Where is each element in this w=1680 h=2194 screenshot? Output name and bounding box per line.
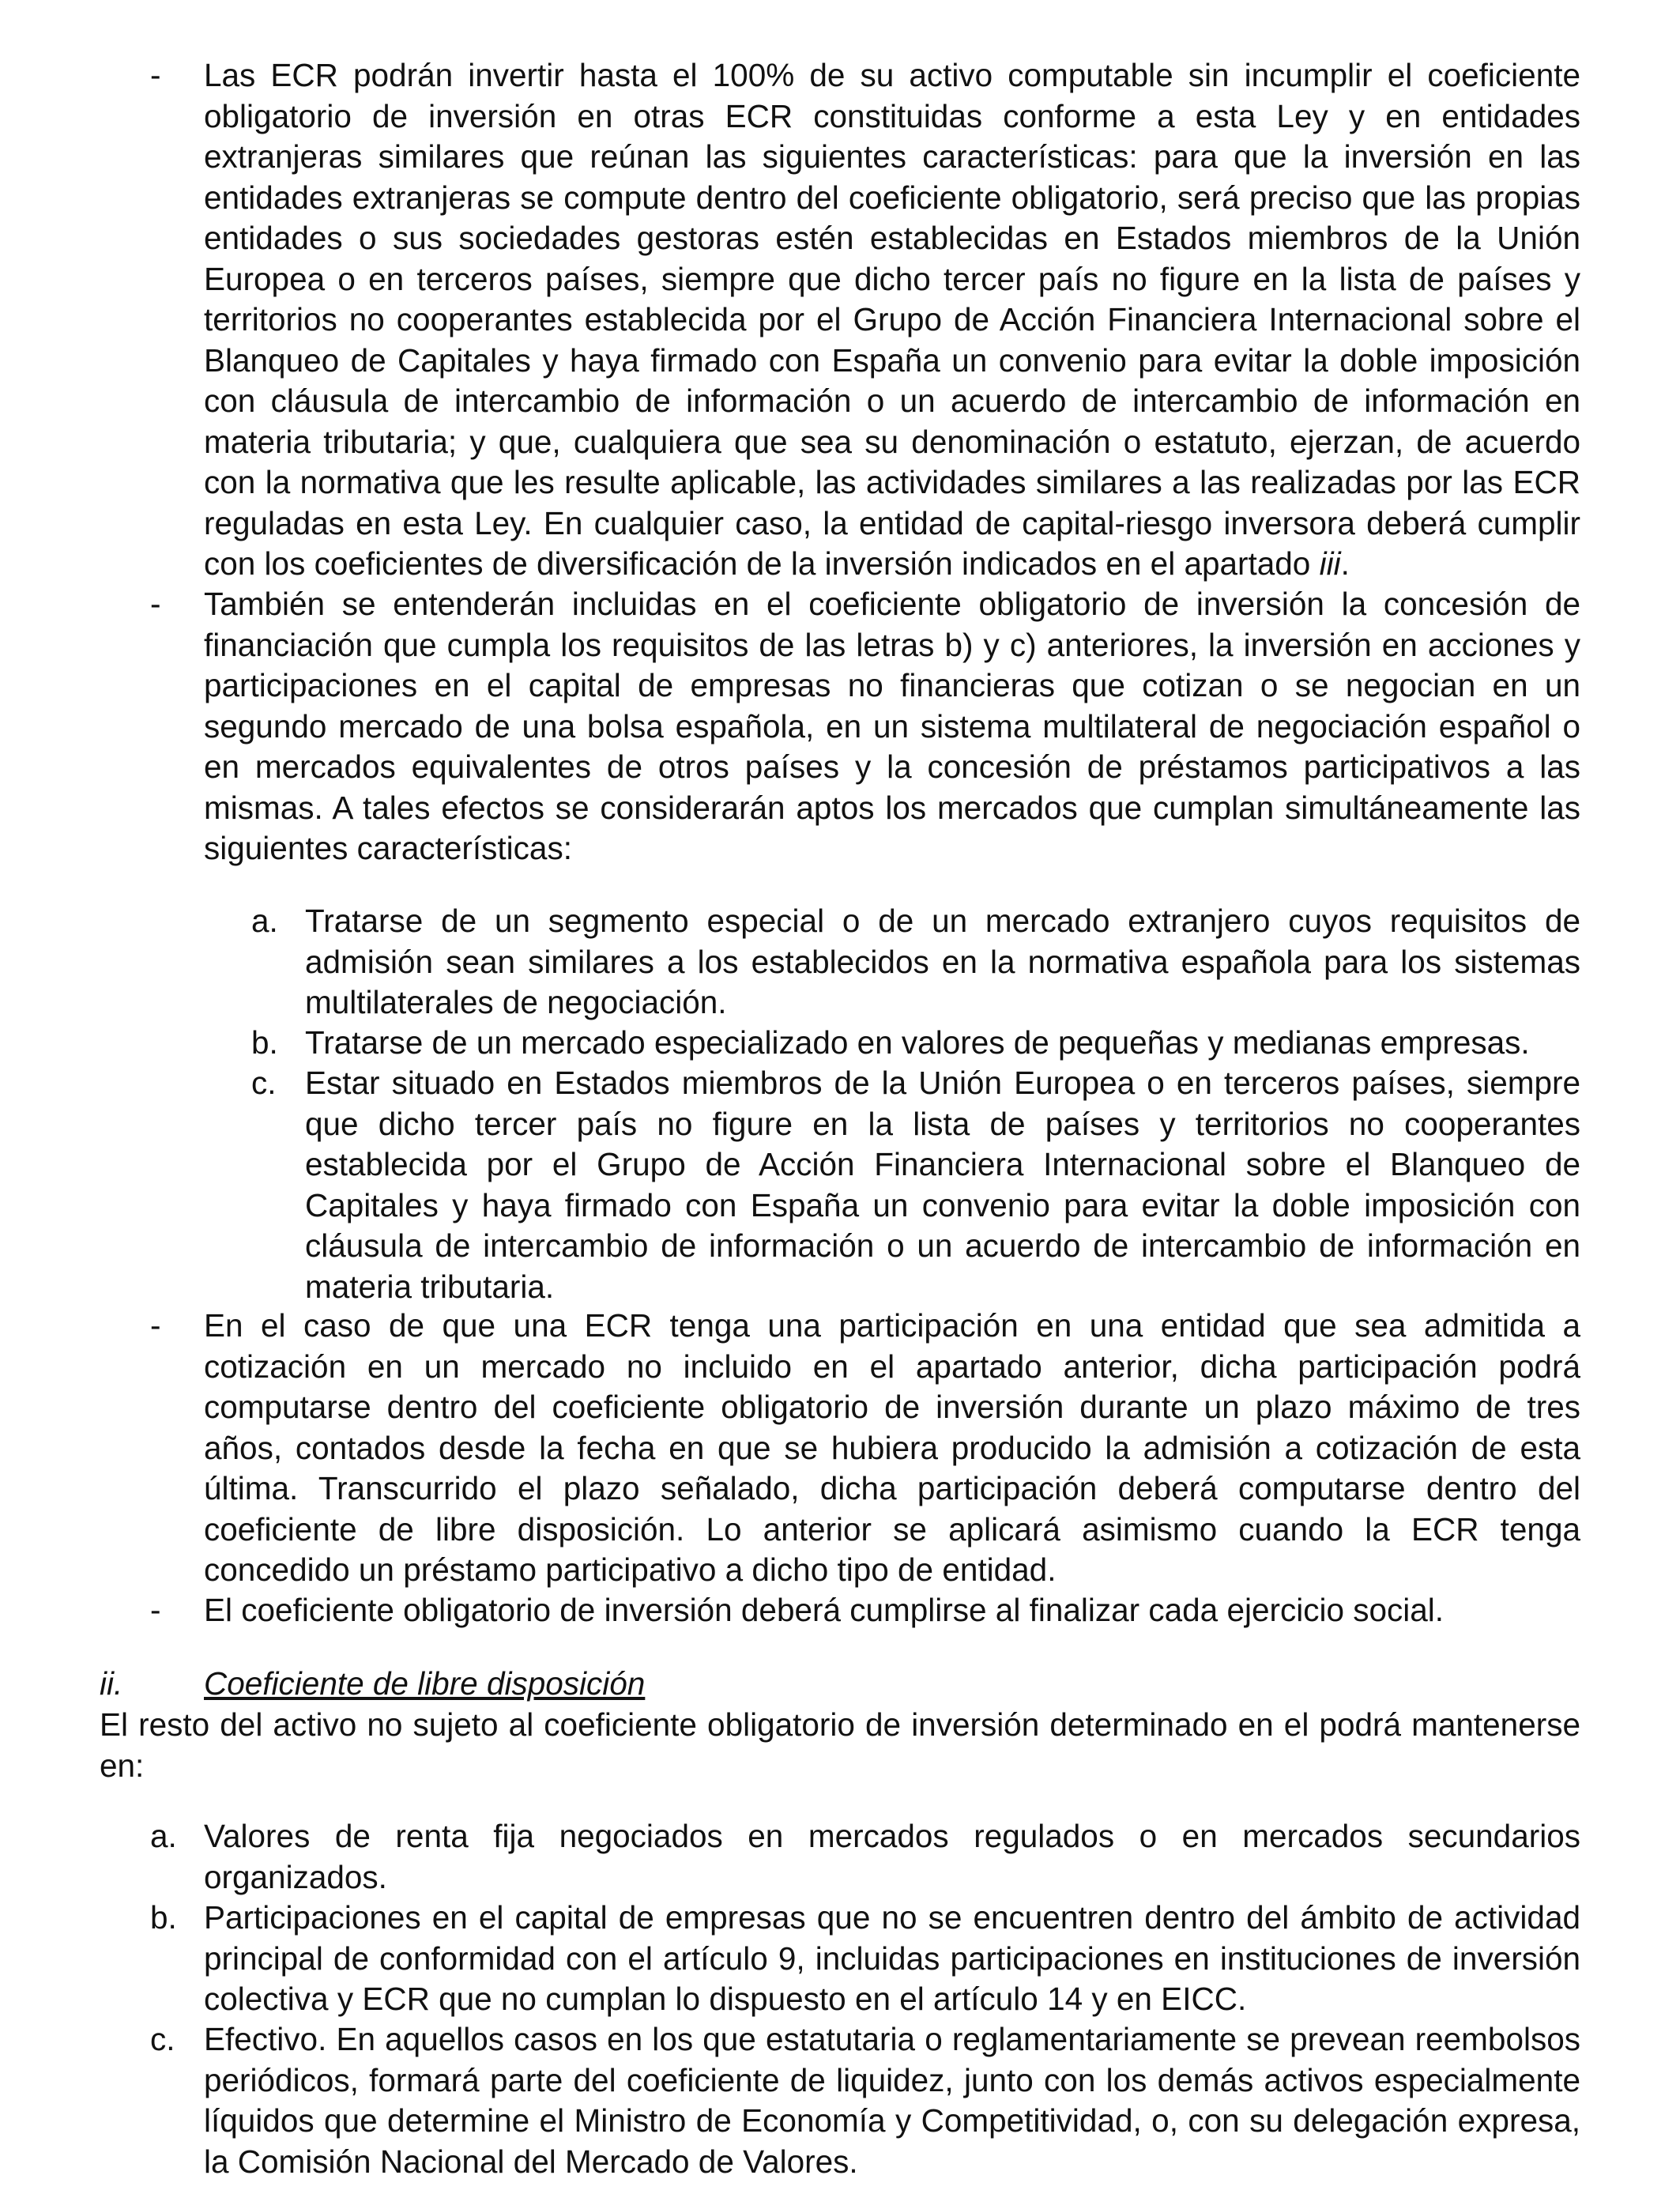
list-marker: b. — [251, 1024, 278, 1061]
list-item-text: Participaciones en el capital de empresas que no se encuentren dentro del ámbito de actividad principal de conformidad con el artículo 9, incluidas participaciones en instituciones de inversión colectiva y ECR que no cumplan lo dispuesto en el artículo 14 y en EICC. — [204, 1899, 1580, 2017]
list-marker: c. — [150, 2021, 175, 2057]
section-number: ii. — [100, 1665, 123, 1702]
list-marker: a. — [150, 1818, 177, 1854]
reference-italic: iii — [1319, 545, 1341, 582]
list-item-text: Las ECR podrán invertir hasta el 100% de su activo computable sin incumplir el coeficiente obligatorio de inversión en otras ECR constituidas conforme a esta Ley y en entidades extranjeras similares que reúnan las siguientes características: para que la inversión en las entidades extranjeras se compute dentro del coeficiente obligatorio, será preciso que las propias entidades o sus sociedades gestoras estén establecidas en Estados miembros de la Unión Europea o en terceros países, siempre que dicho tercer país no figure en la lista de países y territorios no cooperantes establecida por el Grupo de Acción Financiera Internacional sobre el Blanqueo de Capitales y haya firmado con España un convenio para evitar la doble imposición con cláusula de intercambio de información o un acuerdo de intercambio de información en materia tributaria; y que, cualquiera que sea su denominación o estatuto, ejerzan, de acuerdo con la normativa que les resulte aplicable, las actividades similares a las realizadas por las ECR reguladas en esta Ley. En cualquier caso, la entidad de capital-riesgo inversora deberá cumplir con los coeficientes de diversificación de la inversión indicados en el apartado iii. — [204, 57, 1580, 582]
section-title: Coeficiente de libre disposición — [204, 1665, 646, 1702]
list-marker: - — [150, 1592, 161, 1628]
list-item-text: El coeficiente obligatorio de inversión deberá cumplirse al finalizar cada ejercicio social. — [204, 1592, 1445, 1628]
list-item-text: Tratarse de un mercado especializado en valores de pequeñas y medianas empresas. — [305, 1024, 1530, 1061]
section-intro-paragraph: El resto del activo no sujeto al coeficiente obligatorio de inversión determinado en el podrá mantenerse en: — [100, 1706, 1580, 1784]
list-marker: b. — [150, 1899, 177, 1936]
list-marker: - — [150, 586, 161, 622]
list-item-text: Efectivo. En aquellos casos en los que estatutaria o reglamentariamente se prevean reembolsos periódicos, formará parte del coeficiente de liquidez, junto con los demás activos especialmente líquidos que determine el Ministro de Economía y Competitividad, o, con su delegación expresa, la Comisión Nacional del Mercado de Valores. — [204, 2021, 1580, 2180]
list-item-text: También se entenderán incluidas en el coeficiente obligatorio de inversión la concesión de financiación que cumpla los requisitos de las letras b) y c) anteriores, la inversión en acciones y participaciones en el capital de empresas no financieras que cotizan o se negocian en un segundo mercado de una bolsa española, en un sistema multilateral de negociación español o en mercados equivalentes de otros países y la concesión de préstamos participativos a las mismas. A tales efectos se considerarán aptos los mercados que cumplan simultáneamente las siguientes características: — [204, 586, 1580, 866]
list-marker: a. — [251, 903, 278, 939]
list-item-text: Tratarse de un segmento especial o de un mercado extranjero cuyos requisitos de admisión sean similares a los establecidos en la normativa española para los sistemas multilaterales de negociación. — [305, 903, 1580, 1020]
list-marker: - — [150, 1307, 161, 1344]
list-marker: - — [150, 57, 161, 93]
list-item-text: Valores de renta fija negociados en mercados regulados o en mercados secundarios organizados. — [204, 1818, 1580, 1895]
list-item-text: Estar situado en Estados miembros de la Unión Europea o en terceros países, siempre que dicho tercer país no figure en la lista de países y territorios no cooperantes establecida por el Grupo de Acción Financiera Internacional sobre el Blanqueo de Capitales y haya firmado con España un convenio para evitar la doble imposición con cláusula de intercambio de información o un acuerdo de intercambio de información en materia tributaria. — [305, 1065, 1580, 1305]
list-marker: c. — [251, 1065, 277, 1101]
list-item-text: En el caso de que una ECR tenga una participación en una entidad que sea admitida a cotización en un mercado no incluido en el apartado anterior, dicha participación podrá computarse dentro del coeficiente obligatorio de inversión durante un plazo máximo de tres años, contados desde la fecha en que se hubiera producido la admisión a cotización de esta última. Transcurrido el plazo señalado, dicha participación deberá computarse dentro del coeficiente de libre disposición. Lo anterior se aplicará asimismo cuando la ECR tenga concedido un préstamo participativo a dicho tipo de entidad. — [204, 1307, 1580, 1588]
